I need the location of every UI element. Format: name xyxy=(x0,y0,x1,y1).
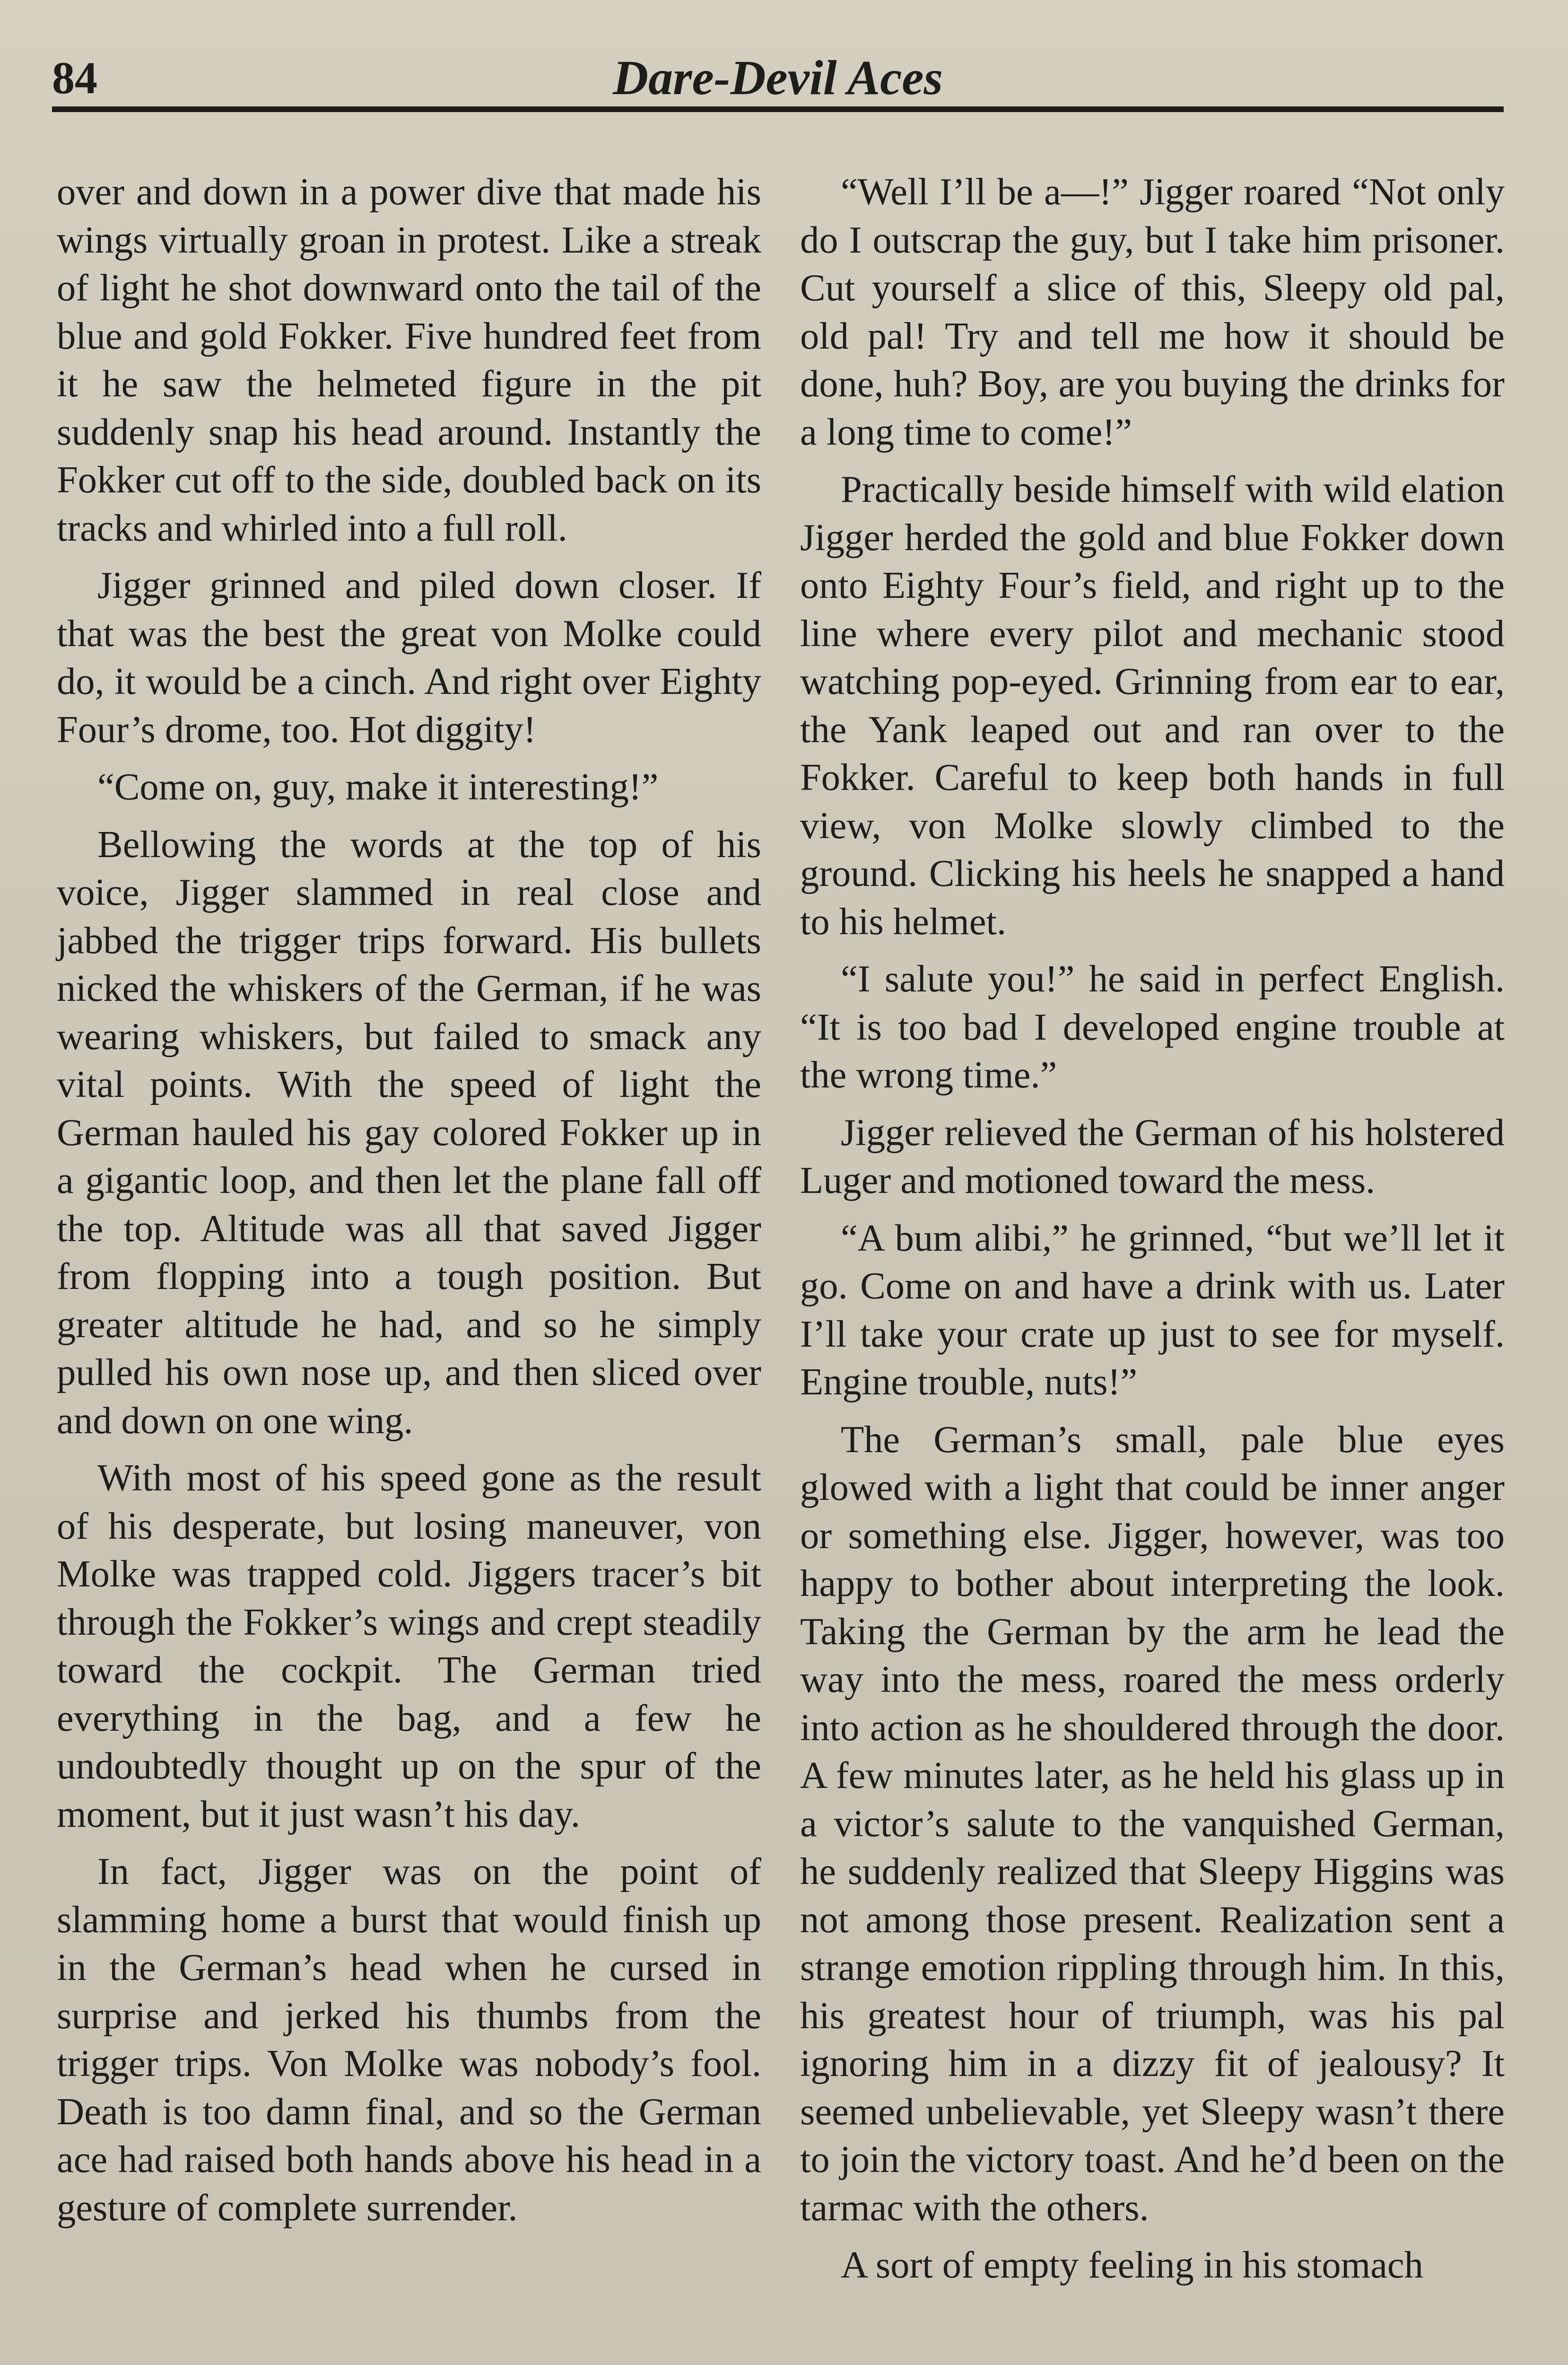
paragraph: “I salute you!” he said in perfect English. “It is too bad I developed engine trouble at the wrong time.” xyxy=(800,958,1505,1096)
paragraph: A sort of empty feeling in his stomach xyxy=(841,2244,1423,2286)
paragraph: In fact, Jigger was on the point of slamming home a burst that would finish up in the German’s head when he cursed in surprise and jerked his thumbs from the trigger trips. Von Molke was nobody’s fool. Death is too damn final, and so the German ace had raised both hands above his head in a gesture of complete surrender. xyxy=(57,1850,761,2229)
paragraph: “A bum alibi,” he grinned, “but we’ll let it go. Come on and have a drink with us. Later I’ll take your crate up just to see for myself. Engine trouble, nuts!” xyxy=(800,1217,1505,1403)
paragraph: Practically beside himself with wild elation Jigger herded the gold and blue Fokker down onto Eighty Four’s field, and right up to the line where every pilot and mechanic stood watching pop-eyed. Grinning from ear to ear, the Yank leaped out and ran over to the Fokker. Careful to keep both hands in full view, von Molke slowly climbed to the ground. Clicking his heels he snapped a hand to his helmet. xyxy=(800,468,1505,943)
paragraph: The German’s small, pale blue eyes glowed with a light that could be inner anger or something else. Jigger, however, was too happy to bother about interpreting the look. Taking the German by the arm he lead the way into the mess, roared the mess orderly into action as he shouldered through the door. A few minutes later, as he held his glass up in a victor’s salute to the vanquished German, he suddenly realized that Sleepy Higgins was not among those present. Realization sent a strange emotion rippling through him. In this, his greatest hour of triumph, was his pal ignoring him in a dizzy fit of jealousy? It seemed unbelievable, yet Sleepy wasn’t there to join the victory toast. And he’d been on the tarmac with the others. xyxy=(800,1418,1505,2229)
paragraph: Jigger grinned and piled down closer. If that was the best the great von Molke could do, it would be a cinch. And right over Eighty Four’s drome, too. Hot diggity! xyxy=(57,564,761,751)
right-column xyxy=(800,168,1505,2299)
paragraph: Bellowing the words at the top of his voice, Jigger slammed in real close and jabbed the trigger trips forward. His bullets nicked the whiskers of the German, if he was wearing whiskers, but failed to smack any vital points. With the speed of light the German hauled his gay colored Fokker up in a gigantic loop, and then let the plane fall off the top. Altitude was all that saved Jigger from flopping into a tough position. But greater altitude he had, and so he simply pulled his own nose up, and then sliced over and down on one wing. xyxy=(57,823,761,1442)
paragraph: “Well I’ll be a—!” Jigger roared “Not only do I outscrap the guy, but I take him prisoner. Cut yourself a slice of this, Sleepy old pal, old pal! Try and tell me how it should be done, huh? Boy, are you buying the drinks for a long time to come!” xyxy=(800,171,1505,453)
page-number: 84 xyxy=(52,53,97,103)
paragraph: Jigger relieved the German of his holstered Luger and motioned toward the mess. xyxy=(800,1111,1505,1201)
paragraph: With most of his speed gone as the result of his desperate, but losing maneuver, von Molke was trapped cold. Jiggers tracer’s bit through the Fokker’s wings and crept steadily toward the cockpit. The German tried everything in the bag, and a few he undoubtedly thought up on the spur of the moment, but it just wasn’t his day. xyxy=(57,1457,761,1835)
left-column xyxy=(57,168,761,2241)
header-rule xyxy=(52,106,1504,112)
running-title: Dare-Devil Aces xyxy=(613,51,943,105)
page-header xyxy=(52,43,1504,114)
paragraph: “Come on, guy, make it interesting!” xyxy=(97,766,659,808)
paragraph: over and down in a power dive that made his wings virtually groan in protest. Like a streak of light he shot downward onto the tail of the blue and gold Fokker. Five hundred feet from it he saw the helmeted figure in the pit suddenly snap his head around. Instantly the Fokker cut off to the side, doubled back on its tracks and whirled into a full roll. xyxy=(57,171,761,549)
